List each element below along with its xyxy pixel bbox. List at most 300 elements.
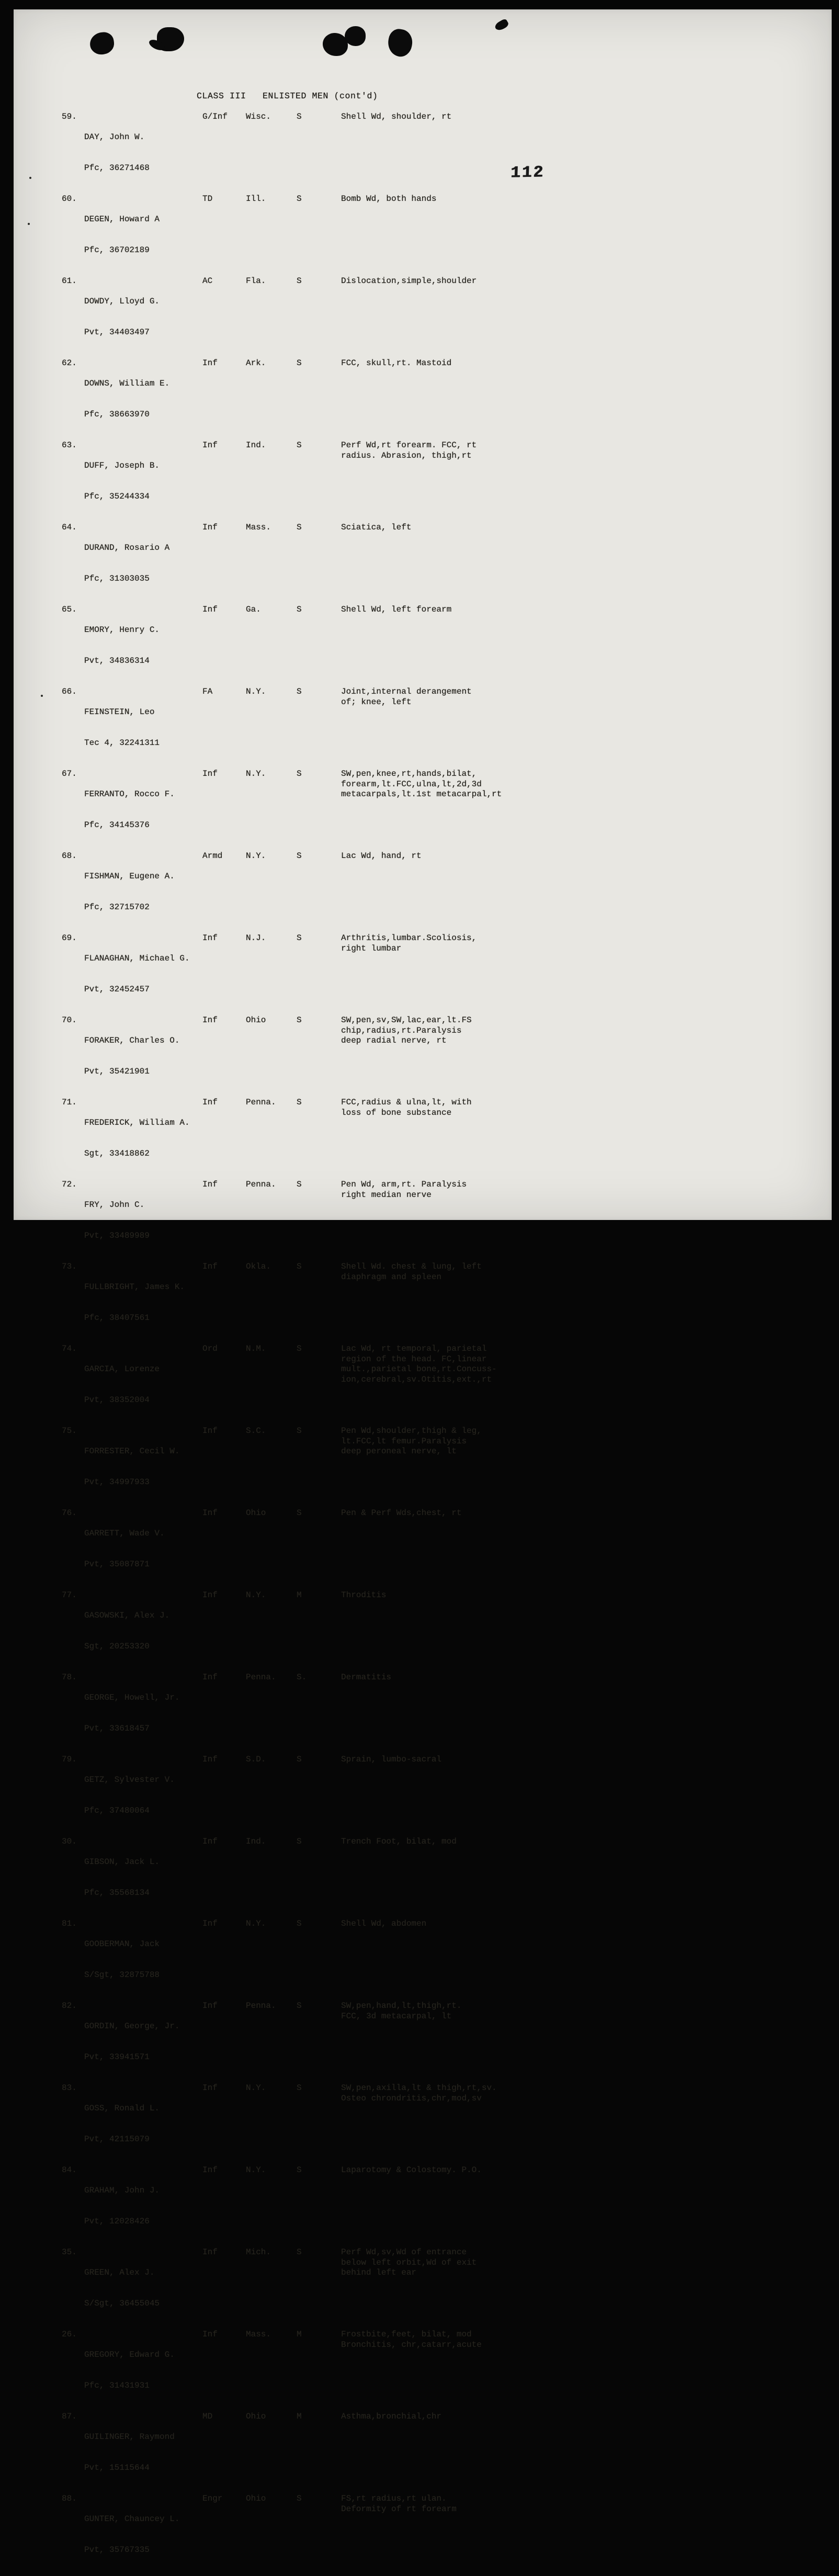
entry-diagnosis bbox=[341, 933, 794, 954]
entry-branch: Inf bbox=[202, 2165, 218, 2175]
diagnosis-line: ion,cerebral,sv.Otitis,ext.,rt bbox=[341, 1374, 492, 1384]
entry-status: S bbox=[297, 687, 302, 696]
roster-entry bbox=[62, 523, 794, 605]
entry-rank-serial: Pfc, 34145376 bbox=[84, 820, 150, 830]
entry-name: DEGEN, Howard A bbox=[84, 214, 160, 224]
entry-diagnosis bbox=[341, 112, 794, 122]
entry-number: 71. bbox=[62, 1098, 77, 1107]
entry-name: FLANAGHAN, Michael G. bbox=[84, 954, 190, 964]
roster-entry bbox=[62, 851, 794, 933]
entry-rank-serial: Pvt, 34997933 bbox=[84, 1477, 150, 1487]
entry-name-block bbox=[84, 276, 202, 358]
entry-number: 70. bbox=[62, 1015, 77, 1025]
diagnosis-line: SW,pen,axilla,lt & thigh,rt,sv. bbox=[341, 2083, 497, 2093]
entry-name: GRAHAM, John J. bbox=[84, 2186, 160, 2196]
page-number-stamp: 112 bbox=[510, 163, 545, 183]
diagnosis-line: SW,pen,knee,rt,hands,bilat, bbox=[341, 769, 477, 778]
diagnosis-line: Frostbite,feet, bilat, mod bbox=[341, 2330, 472, 2339]
ink-blot-5 bbox=[386, 27, 414, 58]
entry-number: 72. bbox=[62, 1180, 77, 1189]
roster-entry bbox=[62, 605, 794, 687]
entry-name: GREGORY, Edward G. bbox=[84, 2350, 175, 2360]
diagnosis-line: diaphragm and spleen bbox=[341, 1272, 442, 1282]
entry-name: GASOWSKI, Alex J. bbox=[84, 1611, 170, 1621]
entry-diagnosis bbox=[341, 605, 794, 615]
roster-entry bbox=[62, 2412, 794, 2494]
entry-branch: Inf bbox=[202, 769, 218, 778]
entry-number: 78. bbox=[62, 1673, 77, 1682]
roster-entry bbox=[62, 194, 794, 276]
entry-name-block bbox=[84, 605, 202, 687]
entry-number: 66. bbox=[62, 687, 77, 696]
entry-branch: Inf bbox=[202, 1015, 218, 1025]
diagnosis-line: Perf Wd,sv,Wd of entrance bbox=[341, 2247, 467, 2257]
entry-name-block bbox=[84, 523, 202, 605]
entry-number: 84. bbox=[62, 2165, 77, 2175]
entry-name: GUILINGER, Raymond bbox=[84, 2432, 175, 2442]
entry-branch: Inf bbox=[202, 1837, 218, 1846]
entry-name-block bbox=[84, 1919, 202, 2001]
entry-name-block bbox=[84, 1837, 202, 1919]
entry-name-block bbox=[84, 194, 202, 276]
roster-entry bbox=[62, 1262, 794, 1344]
entry-status: S bbox=[297, 2494, 302, 2503]
entry-status: S bbox=[297, 2083, 302, 2093]
entry-name: DOWNS, William E. bbox=[84, 379, 170, 389]
entry-status: S bbox=[297, 1180, 302, 1189]
diagnosis-line: FCC, skull,rt. Mastoid bbox=[341, 358, 452, 368]
entry-name: DURAND, Rosario A bbox=[84, 543, 170, 553]
entry-name-block bbox=[84, 358, 202, 440]
entry-state: N.J. bbox=[246, 933, 266, 943]
entry-state: S.C. bbox=[246, 1426, 266, 1436]
entry-state: Ill. bbox=[246, 194, 266, 204]
entry-branch: Ord bbox=[202, 1344, 218, 1353]
entry-name: GARCIA, Lorenze bbox=[84, 1364, 160, 1374]
scan-speck bbox=[28, 223, 30, 225]
diagnosis-line: Shell Wd, shoulder, rt bbox=[341, 112, 452, 121]
entry-number: 62. bbox=[62, 358, 77, 368]
entry-diagnosis bbox=[341, 1837, 794, 1847]
entry-name-block bbox=[84, 1262, 202, 1344]
roster-entry bbox=[62, 1837, 794, 1919]
entry-state: Ohio bbox=[246, 2494, 266, 2503]
entry-branch: Armd bbox=[202, 851, 223, 861]
entry-rank-serial: Pfc, 35568134 bbox=[84, 1888, 150, 1898]
entry-diagnosis bbox=[341, 1590, 794, 1601]
diagnosis-line: Pen & Perf Wds,chest, rt bbox=[341, 1508, 462, 1518]
entry-status: S bbox=[297, 1837, 302, 1846]
entry-name: FRY, John C. bbox=[84, 1200, 145, 1210]
diagnosis-line: Sciatica, left bbox=[341, 523, 412, 532]
entry-branch: Inf bbox=[202, 358, 218, 368]
entry-name-block bbox=[84, 851, 202, 933]
entry-number: 81. bbox=[62, 1919, 77, 1928]
entry-state: Ind. bbox=[246, 440, 266, 450]
entry-status: S bbox=[297, 1098, 302, 1107]
diagnosis-line: Shell Wd. chest & lung, left bbox=[341, 1262, 482, 1271]
entry-number: 67. bbox=[62, 769, 77, 778]
entry-state: S.D. bbox=[246, 1755, 266, 1764]
entry-status: S bbox=[297, 933, 302, 943]
entry-number: 77. bbox=[62, 1590, 77, 1600]
entry-name: GETZ, Sylvester V. bbox=[84, 1775, 175, 1785]
entry-rank-serial: Pfc, 36271468 bbox=[84, 163, 150, 173]
entry-rank-serial: Pvt, 35421901 bbox=[84, 1067, 150, 1077]
entry-name-block bbox=[84, 2165, 202, 2247]
entry-name-block bbox=[84, 769, 202, 851]
diagnosis-line: Pen Wd,shoulder,thigh & leg, bbox=[341, 1426, 482, 1436]
entry-status: S bbox=[297, 1426, 302, 1436]
diagnosis-line: Lac Wd, rt temporal, parietal bbox=[341, 1344, 487, 1353]
entry-name-block bbox=[84, 1015, 202, 1098]
entry-status: S bbox=[297, 1015, 302, 1025]
entry-rank-serial: Pvt, 33618457 bbox=[84, 1724, 150, 1734]
diagnosis-line: right median nerve bbox=[341, 1190, 432, 1200]
entry-branch: Inf bbox=[202, 1508, 218, 1518]
entry-name-block bbox=[84, 1508, 202, 1590]
entry-rank-serial: Pvt, 32452457 bbox=[84, 985, 150, 995]
entry-number: 79. bbox=[62, 1755, 77, 1764]
diagnosis-line: Lac Wd, hand, rt bbox=[341, 851, 422, 861]
entry-status: S bbox=[297, 1755, 302, 1764]
entry-diagnosis bbox=[341, 440, 794, 461]
roster-entry bbox=[62, 1590, 794, 1673]
entry-number: 35. bbox=[62, 2247, 77, 2257]
entry-name: DOWDY, Lloyd G. bbox=[84, 297, 160, 307]
diagnosis-line: Osteo chrondritis,chr,mod,sv bbox=[341, 2093, 482, 2103]
entry-diagnosis bbox=[341, 358, 794, 369]
roster-entry bbox=[62, 1015, 794, 1098]
entry-number: 69. bbox=[62, 933, 77, 943]
entry-state: N.M. bbox=[246, 1344, 266, 1353]
entry-rank-serial: Pvt, 42115079 bbox=[84, 2134, 150, 2144]
entry-number: 88. bbox=[62, 2494, 77, 2503]
diagnosis-line: deep radial nerve, rt bbox=[341, 1036, 447, 1046]
entry-diagnosis bbox=[341, 523, 794, 533]
entry-status: S bbox=[297, 851, 302, 861]
entry-name-block bbox=[84, 2001, 202, 2083]
entry-branch: Inf bbox=[202, 1590, 218, 1600]
entry-name-block bbox=[84, 2083, 202, 2165]
entry-branch: AC bbox=[202, 276, 213, 286]
entry-status: M bbox=[297, 2412, 302, 2421]
entry-rank-serial: Pvt, 33489989 bbox=[84, 1231, 150, 1241]
diagnosis-line: region of the head. FC,linear bbox=[341, 1354, 487, 1364]
roster-entry bbox=[62, 933, 794, 1015]
entry-diagnosis bbox=[341, 2247, 794, 2278]
entry-status: S bbox=[297, 1919, 302, 1928]
diagnosis-line: radius. Abrasion, thigh,rt bbox=[341, 450, 472, 460]
entry-rank-serial: Pvt, 35767335 bbox=[84, 2545, 150, 2555]
entry-rank-serial: Pfc, 37480064 bbox=[84, 1806, 150, 1816]
entry-diagnosis bbox=[341, 2494, 794, 2514]
entry-status: S bbox=[297, 112, 302, 121]
entry-rank-serial: Pfc, 31303035 bbox=[84, 574, 150, 584]
entry-diagnosis bbox=[341, 2330, 794, 2350]
roster-entry bbox=[62, 2001, 794, 2083]
diagnosis-line: behind left ear bbox=[341, 2268, 417, 2278]
scan-speck bbox=[41, 695, 43, 697]
entry-rank-serial: Pvt, 15115644 bbox=[84, 2463, 150, 2473]
entry-state: N.Y. bbox=[246, 2083, 266, 2093]
entry-status: S bbox=[297, 358, 302, 368]
entry-state: Mass. bbox=[246, 523, 271, 532]
entry-name: FORRESTER, Cecil W. bbox=[84, 1447, 180, 1456]
roster-entry bbox=[62, 1755, 794, 1837]
roster-entry bbox=[62, 2330, 794, 2412]
entry-branch: Inf bbox=[202, 1673, 218, 1682]
entry-state: Ind. bbox=[246, 1837, 266, 1846]
entry-state: Penna. bbox=[246, 1098, 276, 1107]
entry-diagnosis bbox=[341, 1180, 794, 1200]
entry-rank-serial: Pvt, 34836314 bbox=[84, 656, 150, 666]
diagnosis-line: forearm,lt.FCC,ulna,lt,2d,3d bbox=[341, 779, 482, 789]
entry-rank-serial: Sgt, 33418862 bbox=[84, 1149, 150, 1159]
diagnosis-line: Joint,internal derangement bbox=[341, 687, 472, 696]
entry-number: 83. bbox=[62, 2083, 77, 2093]
roster-entry bbox=[62, 440, 794, 523]
entry-name: FERRANTO, Rocco F. bbox=[84, 789, 175, 799]
entry-name: GORDIN, George, Jr. bbox=[84, 2021, 180, 2031]
entry-rank-serial: Pvt, 34403497 bbox=[84, 327, 150, 337]
entry-rank-serial: Pvt, 35087871 bbox=[84, 1560, 150, 1569]
roster-entry bbox=[62, 2247, 794, 2330]
entry-number: 61. bbox=[62, 276, 77, 286]
roster-entry bbox=[62, 1344, 794, 1426]
entry-rank-serial: Pfc, 38407561 bbox=[84, 1313, 150, 1323]
entry-number: 73. bbox=[62, 1262, 77, 1271]
entry-state: Penna. bbox=[246, 1180, 276, 1189]
diagnosis-line: of; knee, left bbox=[341, 697, 412, 707]
entry-branch: FA bbox=[202, 687, 213, 696]
entry-rank-serial: Pfc, 32715702 bbox=[84, 902, 150, 912]
entry-diagnosis bbox=[341, 1755, 794, 1765]
roster-entry bbox=[62, 1919, 794, 2001]
entry-rank-serial: Pfc, 38663970 bbox=[84, 410, 150, 420]
page-title: CLASS III ENLISTED MEN (cont'd) bbox=[197, 91, 378, 101]
entry-diagnosis bbox=[341, 1015, 794, 1046]
entry-name: GOOBERMAN, Jack bbox=[84, 1939, 160, 1949]
entry-state: Ga. bbox=[246, 605, 261, 614]
diagnosis-line: right lumbar bbox=[341, 943, 402, 953]
diagnosis-line: Arthritis,lumbar.Scoliosis, bbox=[341, 933, 477, 943]
entry-name-block bbox=[84, 1673, 202, 1755]
scan-speck bbox=[29, 177, 31, 179]
entry-number: 59. bbox=[62, 112, 77, 121]
diagnosis-line: SW,pen,hand,lt,thigh,rt. bbox=[341, 2001, 462, 2010]
entry-branch: G/Inf bbox=[202, 112, 228, 121]
entry-branch: Inf bbox=[202, 2083, 218, 2093]
entry-number: 64. bbox=[62, 523, 77, 532]
entry-name-block bbox=[84, 933, 202, 1015]
roster-entry bbox=[62, 687, 794, 769]
entry-status: S bbox=[297, 769, 302, 778]
entry-branch: Inf bbox=[202, 1180, 218, 1189]
roster-entry bbox=[62, 1673, 794, 1755]
roster-entry bbox=[62, 112, 794, 194]
entry-state: Fla. bbox=[246, 276, 266, 286]
entry-number: 65. bbox=[62, 605, 77, 614]
entry-name: GUNTER, Chauncey L. bbox=[84, 2514, 180, 2524]
entry-branch: Inf bbox=[202, 605, 218, 614]
diagnosis-line: Shell Wd, left forearm bbox=[341, 605, 452, 614]
diagnosis-line: Laparotomy & Colostomy. P.O. bbox=[341, 2165, 482, 2175]
entry-state: Ohio bbox=[246, 2412, 266, 2421]
diagnosis-line: Bronchitis, chr,catarr,acute bbox=[341, 2340, 482, 2349]
entry-state: Ark. bbox=[246, 358, 266, 368]
entry-rank-serial: Pfc, 36702189 bbox=[84, 245, 150, 255]
entry-name-block bbox=[84, 440, 202, 523]
diagnosis-line: metacarpals,lt.1st metacarpal,rt bbox=[341, 789, 502, 799]
entry-branch: Inf bbox=[202, 1755, 218, 1764]
entry-branch: Inf bbox=[202, 523, 218, 532]
entry-status: S bbox=[297, 1344, 302, 1353]
document-page bbox=[14, 9, 832, 2555]
entry-name: GARRETT, Wade V. bbox=[84, 1529, 165, 1539]
entry-name: FEINSTEIN, Leo bbox=[84, 707, 155, 717]
entry-number: 60. bbox=[62, 194, 77, 204]
entry-name: FORAKER, Charles O. bbox=[84, 1036, 180, 1046]
entry-name-block bbox=[84, 1755, 202, 1837]
entry-status: S bbox=[297, 523, 302, 532]
entry-diagnosis bbox=[341, 1673, 794, 1683]
entry-name: GOSS, Ronald L. bbox=[84, 2104, 160, 2114]
entry-status: S bbox=[297, 605, 302, 614]
diagnosis-line: Asthma,bronchial,chr bbox=[341, 2412, 442, 2421]
entry-state: N.Y. bbox=[246, 769, 266, 778]
entry-name-block bbox=[84, 112, 202, 194]
entry-status: S bbox=[297, 440, 302, 450]
entry-rank-serial: Pvt, 33941571 bbox=[84, 2052, 150, 2062]
entry-number: 75. bbox=[62, 1426, 77, 1436]
entry-name: EMORY, Henry C. bbox=[84, 625, 160, 635]
entry-diagnosis bbox=[341, 1344, 794, 1385]
entry-diagnosis bbox=[341, 1098, 794, 1118]
ink-blot-1 bbox=[88, 31, 115, 56]
roster-entry bbox=[62, 2083, 794, 2165]
diagnosis-line: FS,rt radius,rt ulan. bbox=[341, 2494, 447, 2503]
entry-state: N.Y. bbox=[246, 1919, 266, 1928]
entry-diagnosis bbox=[341, 851, 794, 862]
entry-name-block bbox=[84, 2412, 202, 2494]
diagnosis-line: Bomb Wd, both hands bbox=[341, 194, 437, 204]
entry-branch: Engr bbox=[202, 2494, 223, 2503]
entry-name-block bbox=[84, 1180, 202, 1262]
entry-state: N.Y. bbox=[246, 687, 266, 696]
entry-branch: Inf bbox=[202, 1262, 218, 1271]
diagnosis-line: deep peroneal nerve, lt bbox=[341, 1447, 457, 1456]
entry-name-block bbox=[84, 2330, 202, 2412]
entry-branch: Inf bbox=[202, 2001, 218, 2010]
diagnosis-line: Dislocation,simple,shoulder bbox=[341, 276, 477, 286]
diagnosis-line: chip,radius,rt.Paralysis bbox=[341, 1025, 462, 1035]
entry-diagnosis bbox=[341, 1426, 794, 1457]
entry-state: Ohio bbox=[246, 1015, 266, 1025]
entry-number: 26. bbox=[62, 2330, 77, 2339]
entry-name-block bbox=[84, 2494, 202, 2576]
entry-status: S bbox=[297, 276, 302, 286]
roster-entry bbox=[62, 1098, 794, 1180]
entry-status: S bbox=[297, 1508, 302, 1518]
entry-branch: Inf bbox=[202, 1098, 218, 1107]
entry-status: S bbox=[297, 1262, 302, 1271]
entry-name: GIBSON, Jack L. bbox=[84, 1857, 160, 1867]
entry-rank-serial: Pvt, 38352004 bbox=[84, 1395, 150, 1405]
diagnosis-line: Throditis bbox=[341, 1590, 387, 1600]
entry-name-block bbox=[84, 687, 202, 769]
entry-diagnosis bbox=[341, 2001, 794, 2021]
entry-state: Penna. bbox=[246, 1673, 276, 1682]
entry-name: GEORGE, Howell, Jr. bbox=[84, 1693, 180, 1703]
entry-name-block bbox=[84, 1590, 202, 1673]
diagnosis-line: Sprain, lumbo-sacral bbox=[341, 1755, 442, 1764]
diagnosis-line: Pen Wd, arm,rt. Paralysis bbox=[341, 1180, 467, 1189]
diagnosis-line: lt.FCC,lt femur.Paralysis bbox=[341, 1436, 467, 1446]
entry-diagnosis bbox=[341, 276, 794, 287]
entry-rank-serial: S/Sgt, 36455045 bbox=[84, 2299, 160, 2309]
roster-entry bbox=[62, 276, 794, 358]
roster-entry bbox=[62, 769, 794, 851]
entry-number: 63. bbox=[62, 440, 77, 450]
entry-diagnosis bbox=[341, 1262, 794, 1282]
entry-diagnosis bbox=[341, 1508, 794, 1519]
entry-name: FREDERICK, William A. bbox=[84, 1118, 190, 1128]
entry-name: FULLBRIGHT, James K. bbox=[84, 1282, 185, 1292]
entry-branch: MD bbox=[202, 2412, 213, 2421]
entry-status: M bbox=[297, 2330, 302, 2339]
entry-rank-serial: Sgt, 20253320 bbox=[84, 1642, 150, 1652]
diagnosis-line: Shell Wd, abdomen bbox=[341, 1919, 427, 1928]
ink-blot-4 bbox=[345, 26, 366, 46]
entry-state: Wisc. bbox=[246, 112, 271, 121]
ink-blot-3 bbox=[323, 33, 348, 56]
entry-branch: Inf bbox=[202, 440, 218, 450]
entry-number: 30. bbox=[62, 1837, 77, 1846]
diagnosis-line: Dermatitis bbox=[341, 1673, 392, 1682]
roster-entry bbox=[62, 1180, 794, 1262]
diagnosis-line: FCC,radius & ulna,lt, with bbox=[341, 1098, 472, 1107]
entry-name-block bbox=[84, 1344, 202, 1426]
entry-name-block bbox=[84, 2247, 202, 2330]
entry-diagnosis bbox=[341, 687, 794, 707]
diagnosis-line: below left orbit,Wd of exit bbox=[341, 2257, 477, 2267]
entry-state: N.Y. bbox=[246, 2165, 266, 2175]
ink-mark-top-right bbox=[494, 18, 510, 32]
entry-status: M bbox=[297, 1590, 302, 1600]
diagnosis-line: Trench Foot, bilat, mod bbox=[341, 1837, 457, 1846]
entry-diagnosis bbox=[341, 2083, 794, 2104]
entry-name-block bbox=[84, 1098, 202, 1180]
entry-name: DAY, John W. bbox=[84, 132, 145, 142]
entry-rank-serial: Pfc, 35244334 bbox=[84, 492, 150, 502]
diagnosis-line: mult.,parietal bone,rt.Concuss- bbox=[341, 1364, 497, 1374]
diagnosis-line: FCC, 3d metacarpal, lt bbox=[341, 2011, 452, 2021]
roster-entry bbox=[62, 2494, 794, 2576]
diagnosis-line: Deformity of rt forearm bbox=[341, 2504, 457, 2514]
entry-diagnosis bbox=[341, 2412, 794, 2422]
diagnosis-line: SW,pen,sv,SW,lac,ear,lt.FS bbox=[341, 1015, 472, 1025]
entry-state: Mass. bbox=[246, 2330, 271, 2339]
entry-name: DUFF, Joseph B. bbox=[84, 461, 160, 471]
diagnosis-line: Perf Wd,rt forearm. FCC, rt bbox=[341, 440, 477, 450]
entry-branch: Inf bbox=[202, 2247, 218, 2257]
entry-status: S bbox=[297, 2001, 302, 2010]
entry-number: 68. bbox=[62, 851, 77, 861]
entry-state: Mich. bbox=[246, 2247, 271, 2257]
entry-status: S. bbox=[297, 1673, 307, 1682]
entry-number: 87. bbox=[62, 2412, 77, 2421]
